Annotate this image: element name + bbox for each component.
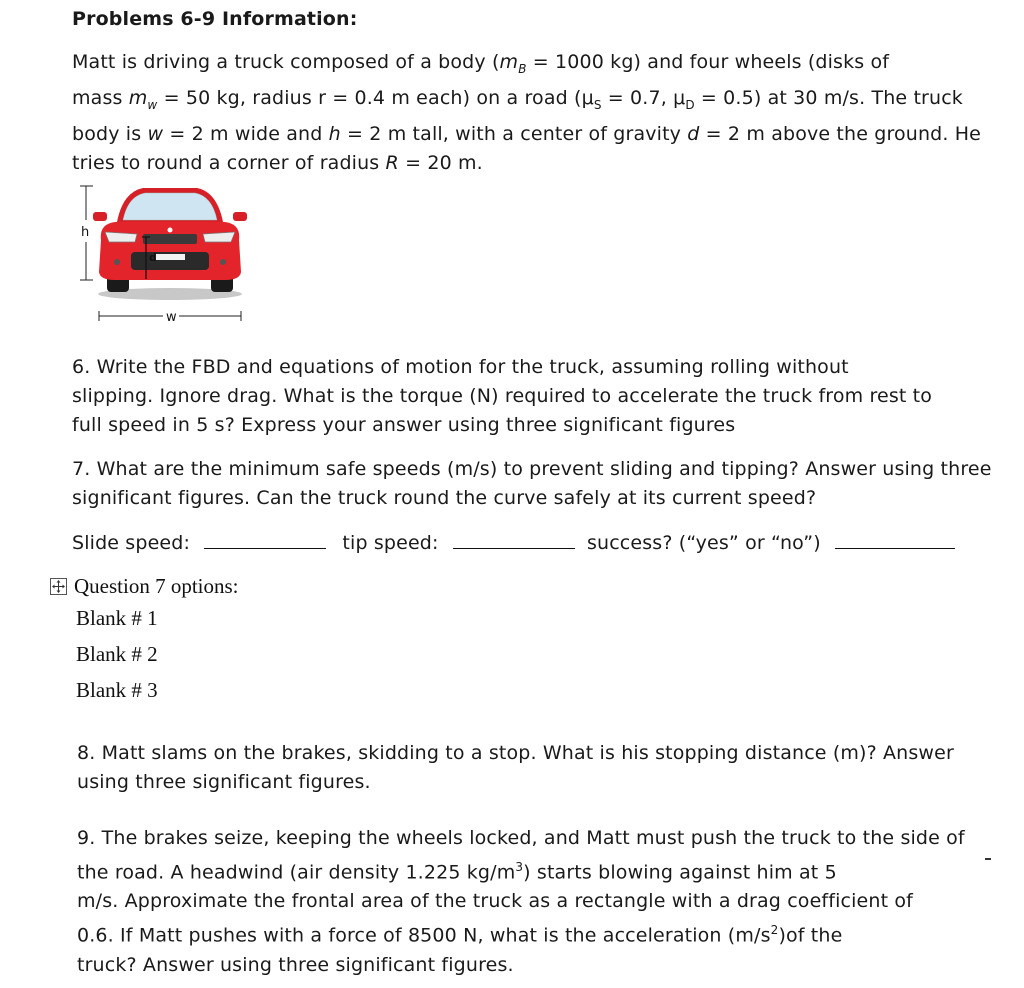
blank-2-option[interactable]: Blank # 2 [76, 642, 158, 666]
q9-line-5: truck? Answer using three significant figures. [77, 953, 514, 976]
q6-line-3: full speed in 5 s? Express your answer using three significant figures [72, 414, 736, 436]
q9-line-3: m/s. Approximate the frontal area of the truck as a rectangle with a drag coefficient of [77, 890, 913, 913]
question-9 [77, 824, 965, 980]
intro-line-3: body is w = 2 m wide and h = 2 m tall, with a center of gravity d = 2 m above the ground. He [72, 122, 982, 145]
q8-line-2: using three significant figures. [77, 771, 371, 793]
q7-answer-row [72, 532, 955, 554]
q9-line-2: the road. A headwind (air density 1.225 $kg/m^3$) starts blowing against him at 5 [77, 860, 837, 884]
red-car-icon [93, 188, 247, 300]
slide-speed-label: Slide speed: [72, 532, 191, 554]
q7-line-2: significant figures. Can the truck round the curve safely at its current speed? [72, 487, 817, 509]
question-6 [72, 353, 932, 440]
intro-line-2: mass $m_w = 50$ kg, radius r = 0.4 m each) on a road ($\mu_S = 0.7$, $\mu_D = 0.5$) at 30 m/s. The truck [72, 86, 963, 112]
q8-line-1: 8. Matt slams on the brakes, skidding to a stop. What is his stopping distance (m)? Answer [77, 742, 954, 764]
tip-speed-blank[interactable] [453, 534, 575, 549]
cg-label: d [149, 251, 157, 264]
tip-speed-label: tip speed: [342, 532, 439, 554]
options-title: Question 7 options: [74, 574, 239, 598]
question-7 [72, 455, 992, 513]
success-label: success? (“yes” or “no”) [586, 532, 821, 554]
q6-line-1: 6. Write the FBD and equations of motion for the truck, assuming rolling without [72, 356, 849, 378]
blank-3-option[interactable]: Blank # 3 [76, 678, 158, 702]
q7-line-1: 7. What are the minimum safe speeds (m/s) to prevent sliding and tipping? Answer using three [72, 458, 992, 480]
q9-line-1: 9. The brakes seize, keeping the wheels locked, and Matt must push the truck to the side of [77, 827, 965, 849]
width-label: w [166, 310, 177, 325]
move-handle-icon[interactable] [50, 578, 67, 595]
blank-1-option[interactable]: Blank # 1 [76, 606, 158, 630]
margin-dash [985, 858, 991, 860]
height-label: h [81, 225, 90, 240]
q9-line-4: 0.6. If Matt pushes with a force of 8500 N, what is the acceleration $(m/s^2)of$ the [77, 923, 843, 947]
success-blank[interactable] [835, 534, 955, 549]
intro-paragraph [72, 48, 981, 178]
intro-line-4: tries to round a corner of radius R = 20 m. [72, 151, 483, 174]
intro-line-1: Matt is driving a truck composed of a body ($m_B = 1000$ kg) and four wheels (disks of [72, 51, 890, 76]
section-title: Problems 6-9 Information: [72, 8, 358, 30]
question-8 [77, 739, 954, 797]
slide-speed-blank[interactable] [204, 534, 326, 549]
q6-line-2: slipping. Ignore drag. What is the torque (N) required to accelerate the truck from rest to [72, 385, 933, 407]
truck-figure [75, 182, 255, 327]
